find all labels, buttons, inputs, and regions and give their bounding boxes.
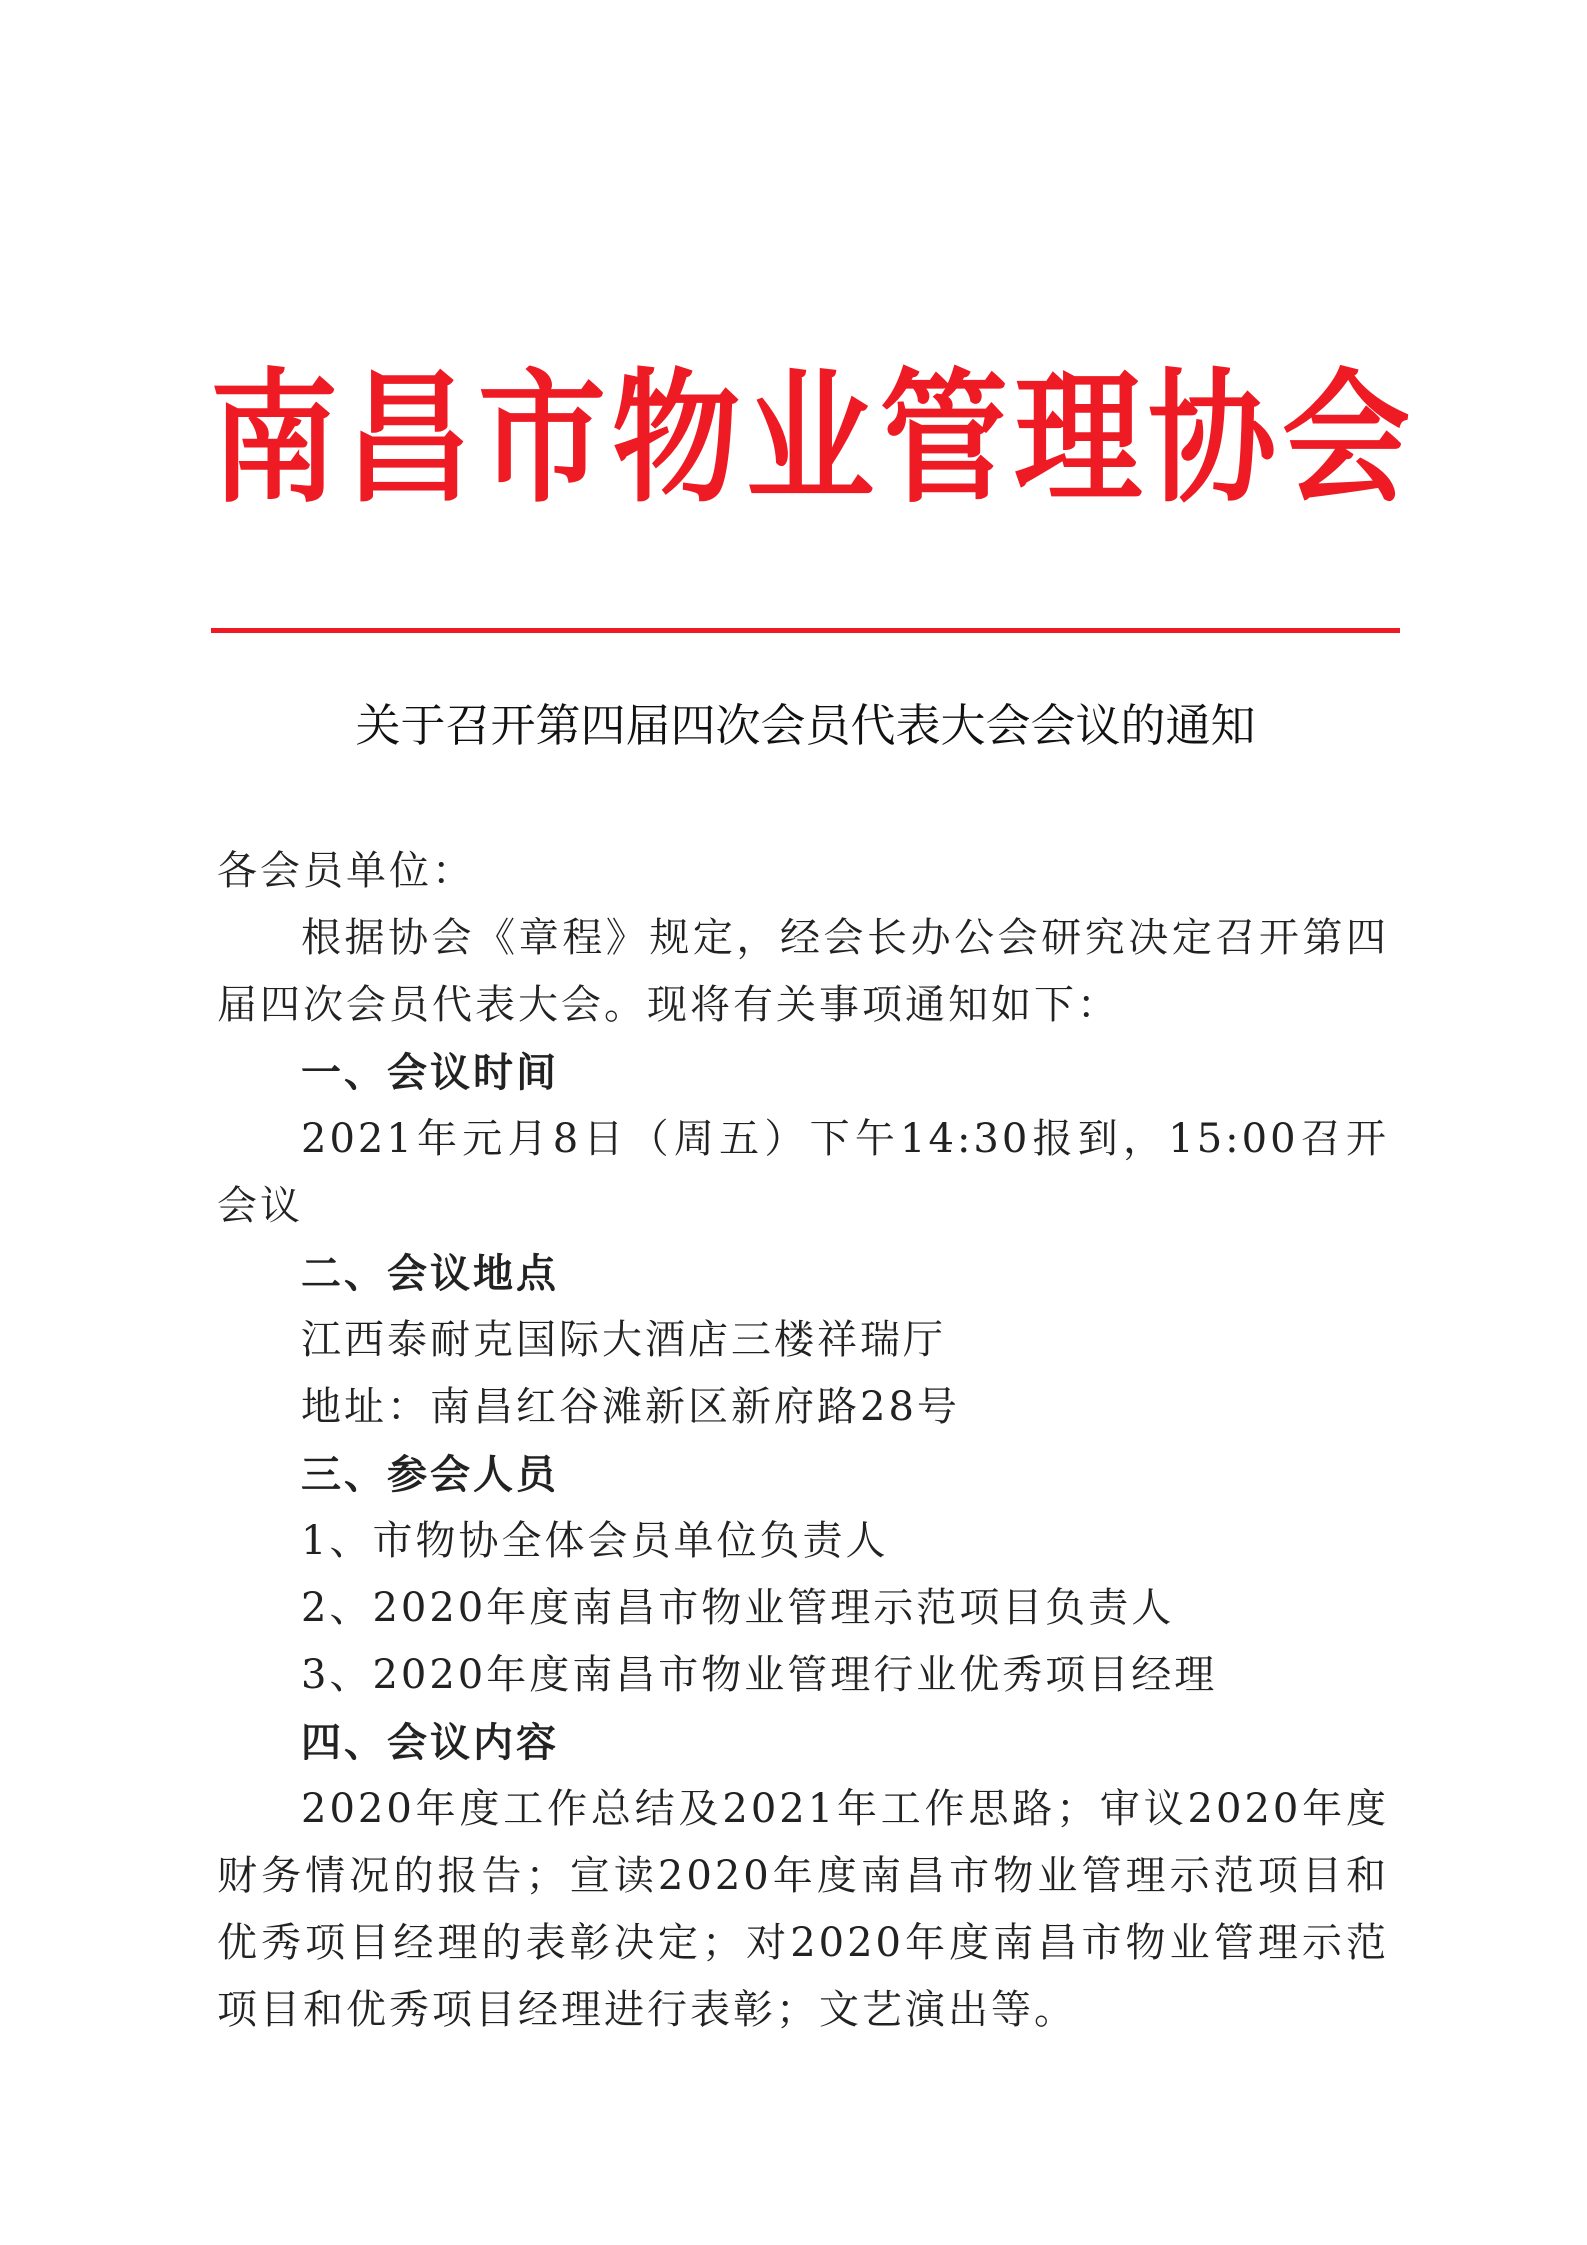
masthead-divider bbox=[211, 628, 1400, 633]
attendee-item: 3、2020年度南昌市物业管理行业优秀项目经理 bbox=[301, 1652, 1218, 1698]
notice-title: 关于召开第四届四次会员代表大会会议的通知 bbox=[355, 699, 1256, 752]
meeting-content: 2020年度工作总结及2021年工作思路；审议2020年度财务情况的报告；宣读2020年度南昌市物业管理示范项目和优秀项目经理的表彰决定；对2020年度南昌市物业管理示范项目和优秀项目经理进行表彰；文艺演出等。 bbox=[217, 1786, 1389, 2033]
meeting-venue: 江西泰耐克国际大酒店三楼祥瑞厅 bbox=[301, 1317, 946, 1363]
intro-paragraph: 根据协会《章程》规定，经会长办公会研究决定召开第四届四次会员代表大会。现将有关事项通知如下： bbox=[217, 915, 1389, 1028]
salutation: 各会员单位： bbox=[217, 848, 475, 894]
masthead-org-name: 南昌市物业管理协会 bbox=[210, 356, 1417, 523]
section-heading-time: 一、会议时间 bbox=[301, 1049, 559, 1096]
meeting-time: 2021年元月8日（周五）下午14:30报到，15:00召开会议 bbox=[217, 1116, 1389, 1229]
section-heading-content: 四、会议内容 bbox=[301, 1719, 559, 1766]
section-heading-attendees: 三、参会人员 bbox=[301, 1451, 559, 1498]
notice-body bbox=[217, 838, 1389, 2044]
meeting-address: 地址：南昌红谷滩新区新府路28号 bbox=[301, 1384, 960, 1430]
section-heading-location: 二、会议地点 bbox=[301, 1250, 559, 1297]
attendee-item: 2、2020年度南昌市物业管理示范项目负责人 bbox=[301, 1585, 1175, 1631]
attendee-item: 1、市物协全体会员单位负责人 bbox=[301, 1518, 889, 1564]
